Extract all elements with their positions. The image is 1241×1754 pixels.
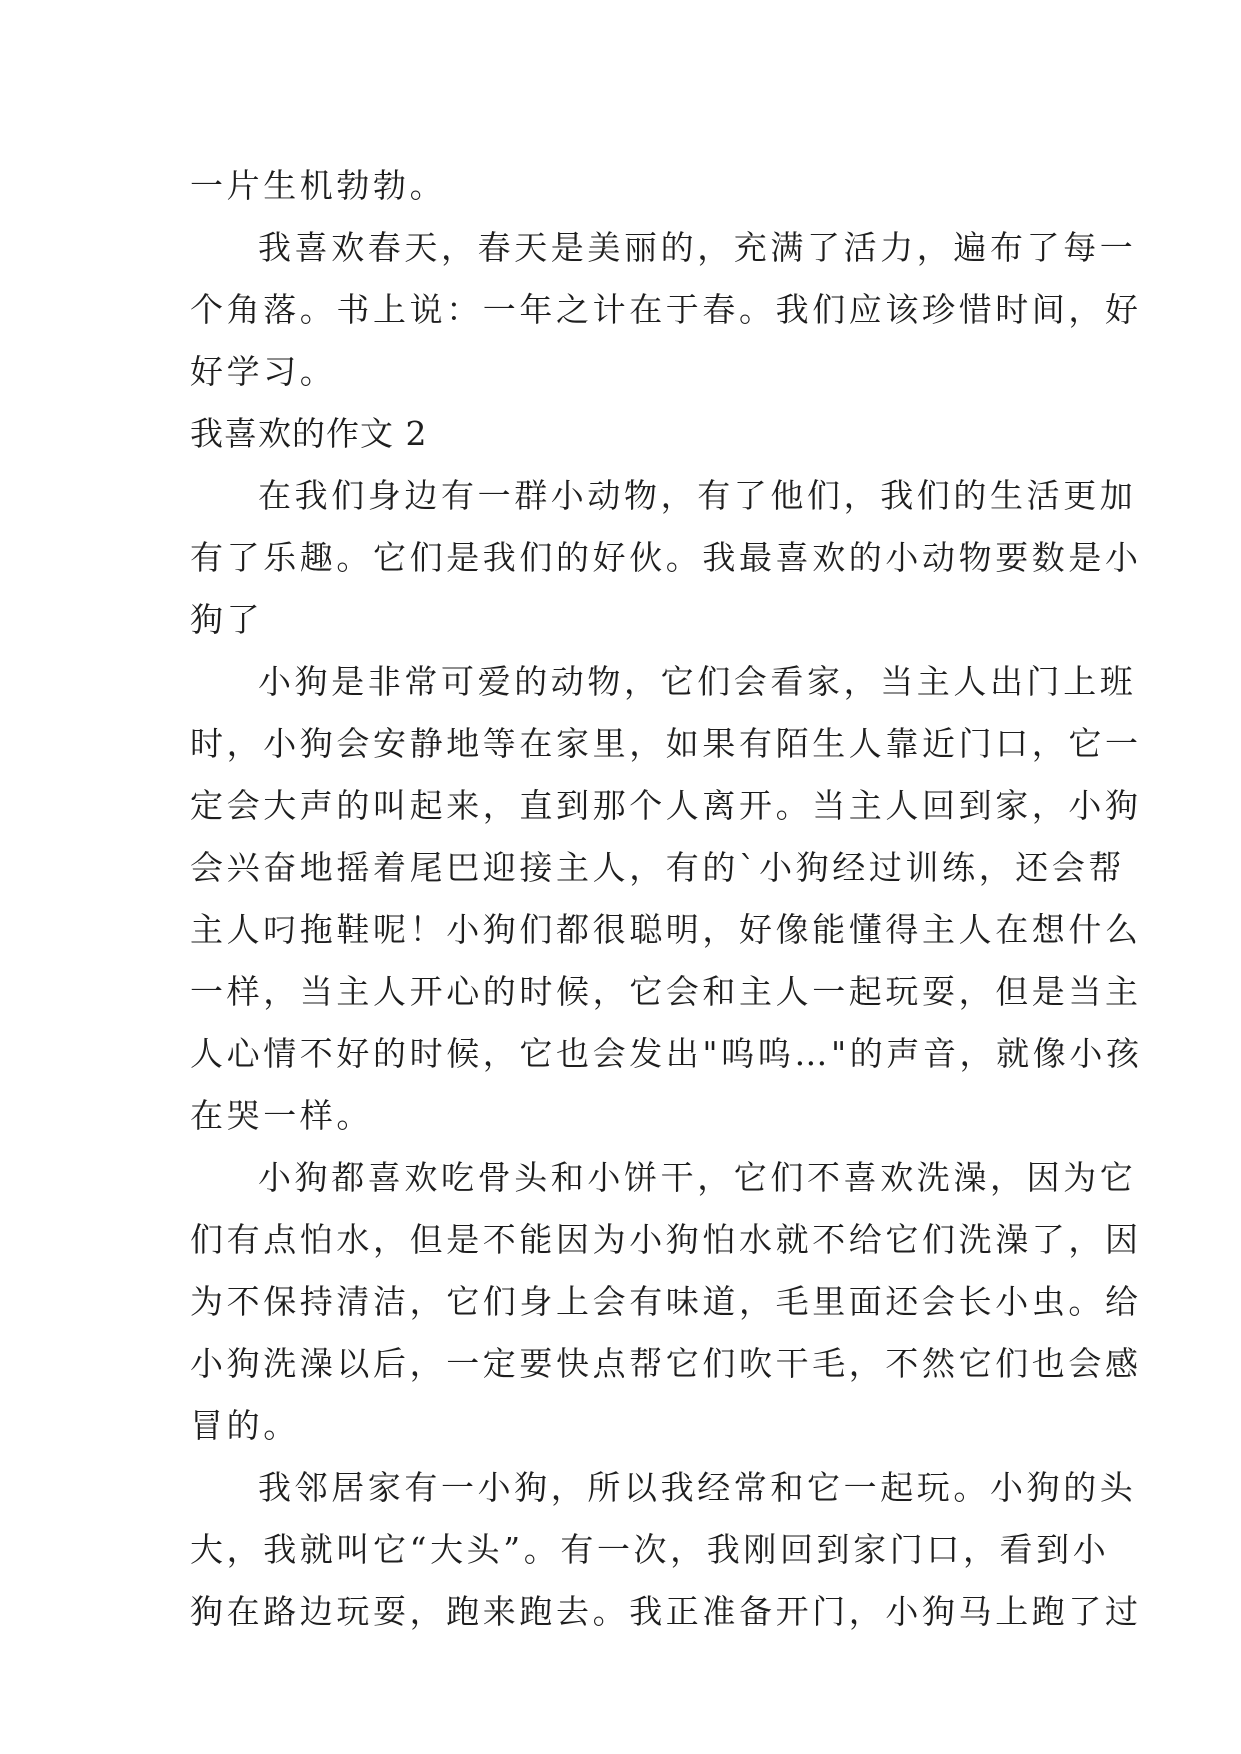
- text-line: 小狗洗澡以后，一定要快点帮它们吹干毛，不然它们也会感: [190, 1344, 1142, 1383]
- text-line: 时，小狗会安静地等在家里，如果有陌生人靠近门口，它一: [190, 724, 1142, 763]
- text-line: 们有点怕水，但是不能因为小狗怕水就不给它们洗澡了，因: [190, 1220, 1142, 1259]
- paragraph-start-line: 我喜欢春天，春天是美丽的，充满了活力，遍布了每一: [258, 228, 1137, 267]
- text-line: 会兴奋地摇着尾巴迎接主人，有的`小狗经过训练，还会帮: [190, 848, 1126, 887]
- paragraph-start-line: 在我们身边有一群小动物，有了他们，我们的生活更加: [258, 476, 1137, 515]
- text-line: 一片生机勃勃。: [190, 166, 447, 205]
- text-line: 冒的。: [190, 1406, 300, 1445]
- paragraph-start-line: 小狗是非常可爱的动物，它们会看家，当主人出门上班: [258, 662, 1137, 701]
- text-line: 主人叼拖鞋呢！小狗们都很聪明，好像能懂得主人在想什么: [190, 910, 1142, 949]
- text-line: 在哭一样。: [190, 1096, 373, 1135]
- text-line: 狗了: [190, 600, 264, 639]
- paragraph-start-line: 小狗都喜欢吃骨头和小饼干，它们不喜欢洗澡，因为它: [258, 1158, 1137, 1197]
- document-body: [190, 155, 1143, 1643]
- text-line: 个角落。书上说：一年之计在于春。我们应该珍惜时间，好: [190, 290, 1142, 329]
- text-line: 大，我就叫它“大头”。有一次，我刚回到家门口，看到小: [190, 1530, 1110, 1569]
- text-line: 一样，当主人开心的时候，它会和主人一起玩耍，但是当主: [190, 972, 1142, 1011]
- text-line: 定会大声的叫起来，直到那个人离开。当主人回到家，小狗: [190, 786, 1142, 825]
- text-line: 好学习。: [190, 352, 337, 391]
- section-heading: 我喜欢的作文 2: [190, 414, 428, 453]
- paragraph-start-line: 我邻居家有一小狗，所以我经常和它一起玩。小狗的头: [258, 1468, 1137, 1507]
- text-line: 有了乐趣。它们是我们的好伙。我最喜欢的小动物要数是小: [190, 538, 1142, 577]
- text-line: 狗在路边玩耍，跑来跑去。我正准备开门，小狗马上跑了过: [190, 1592, 1142, 1631]
- text-line: 为不保持清洁，它们身上会有味道，毛里面还会长小虫。给: [190, 1282, 1142, 1321]
- text-line: 人心情不好的时候，它也会发出"呜呜…"的声音，就像小孩: [190, 1034, 1143, 1073]
